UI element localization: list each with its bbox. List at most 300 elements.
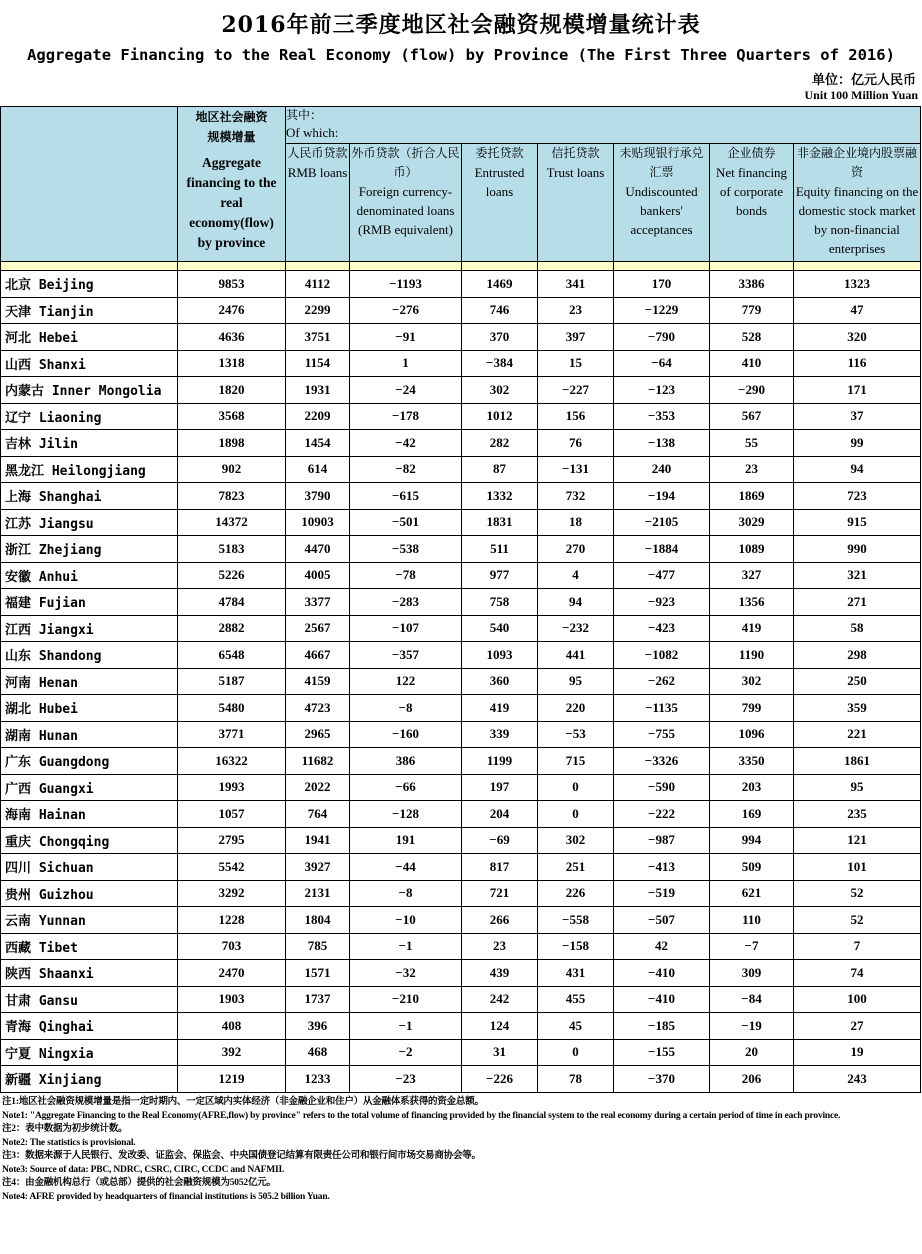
value-cell: 715	[538, 748, 614, 775]
province-cell: 天津 Tianjin	[1, 297, 178, 324]
value-cell: −8	[350, 880, 462, 907]
value-cell: 567	[710, 403, 794, 430]
value-cell: −158	[538, 933, 614, 960]
table-row	[1, 509, 921, 536]
value-cell: 1012	[462, 403, 538, 430]
value-cell: −357	[350, 642, 462, 669]
value-cell: 169	[710, 801, 794, 828]
header-column-cn: 委托贷款	[475, 146, 524, 160]
province-cell: 辽宁 Liaoning	[1, 403, 178, 430]
value-cell: 251	[538, 854, 614, 881]
header-column-4	[614, 144, 710, 262]
value-cell: 2795	[178, 827, 286, 854]
value-cell: 197	[462, 774, 538, 801]
value-cell: 540	[462, 615, 538, 642]
value-cell: 3771	[178, 721, 286, 748]
value-cell: 0	[538, 774, 614, 801]
value-cell: 206	[710, 1066, 794, 1093]
unit-label-en: Unit 100 Million Yuan	[804, 88, 918, 102]
value-cell: 23	[462, 933, 538, 960]
value-cell: 116	[794, 350, 921, 377]
value-cell: 156	[538, 403, 614, 430]
value-cell: 320	[794, 324, 921, 351]
value-cell: −1229	[614, 297, 710, 324]
value-cell: 15	[538, 350, 614, 377]
value-cell: 99	[794, 430, 921, 457]
value-cell: 1323	[794, 271, 921, 298]
value-cell: 1219	[178, 1066, 286, 1093]
value-cell: 2131	[286, 880, 350, 907]
value-cell: 1332	[462, 483, 538, 510]
value-cell: 990	[794, 536, 921, 563]
province-cell: 福建 Fujian	[1, 589, 178, 616]
province-cell: 海南 Hainan	[1, 801, 178, 828]
value-cell: −1	[350, 1013, 462, 1040]
value-cell: 1199	[462, 748, 538, 775]
header-separator-band	[1, 262, 921, 271]
value-cell: 4	[538, 562, 614, 589]
value-cell: 408	[178, 1013, 286, 1040]
table-row	[1, 933, 921, 960]
value-cell: −227	[538, 377, 614, 404]
province-cell: 吉林 Jilin	[1, 430, 178, 457]
value-cell: 243	[794, 1066, 921, 1093]
value-cell: 1898	[178, 430, 286, 457]
value-cell: 282	[462, 430, 538, 457]
value-cell: 1233	[286, 1066, 350, 1093]
value-cell: −384	[462, 350, 538, 377]
value-cell: −84	[710, 986, 794, 1013]
value-cell: 221	[794, 721, 921, 748]
value-cell: −262	[614, 668, 710, 695]
value-cell: −283	[350, 589, 462, 616]
value-cell: −194	[614, 483, 710, 510]
value-cell: 1941	[286, 827, 350, 854]
value-cell: 4723	[286, 695, 350, 722]
value-cell: 220	[538, 695, 614, 722]
value-cell: 226	[538, 880, 614, 907]
footnote-line: 注2：表中数据为初步统计数。	[2, 1124, 128, 1134]
value-cell: 3927	[286, 854, 350, 881]
table-row	[1, 324, 921, 351]
table-row	[1, 721, 921, 748]
table-row	[1, 642, 921, 669]
value-cell: −66	[350, 774, 462, 801]
value-cell: 52	[794, 907, 921, 934]
value-cell: 6548	[178, 642, 286, 669]
value-cell: 19	[794, 1039, 921, 1066]
header-column-en: Foreign currency-denominated loans (RMB equivalent)	[356, 184, 455, 237]
value-cell: 1190	[710, 642, 794, 669]
value-cell: 2209	[286, 403, 350, 430]
table-row	[1, 456, 921, 483]
financing-table	[0, 106, 921, 1093]
header-column-en: Entrusted loans	[474, 165, 525, 199]
header-column-cn: 非金融企业境内股票融资	[797, 146, 918, 179]
value-cell: −78	[350, 562, 462, 589]
header-column-5	[710, 144, 794, 262]
value-cell: 37	[794, 403, 921, 430]
value-cell: 703	[178, 933, 286, 960]
value-cell: 4636	[178, 324, 286, 351]
value-cell: −276	[350, 297, 462, 324]
table-row	[1, 801, 921, 828]
page-title: 2016年前三季度地区社会融资规模增量统计表	[221, 12, 701, 38]
value-cell: −923	[614, 589, 710, 616]
value-cell: 359	[794, 695, 921, 722]
value-cell: −507	[614, 907, 710, 934]
value-cell: 327	[710, 562, 794, 589]
value-cell: 94	[538, 589, 614, 616]
value-cell: 977	[462, 562, 538, 589]
value-cell: −290	[710, 377, 794, 404]
value-cell: −155	[614, 1039, 710, 1066]
value-cell: 9853	[178, 271, 286, 298]
page-subtitle: Aggregate Financing to the Real Economy (flow) by Province (The First Three Quarters of 2016)	[27, 46, 895, 64]
header-column-en: Equity financing on the domestic stock market by non-financial enterprises	[795, 184, 919, 256]
value-cell: 410	[710, 350, 794, 377]
value-cell: 5183	[178, 536, 286, 563]
header-column-3	[538, 144, 614, 262]
header-of-which-en: Of which:	[286, 125, 339, 140]
table-row	[1, 483, 921, 510]
value-cell: −1135	[614, 695, 710, 722]
value-cell: 4112	[286, 271, 350, 298]
value-cell: −755	[614, 721, 710, 748]
value-cell: −32	[350, 960, 462, 987]
value-cell: 3350	[710, 748, 794, 775]
value-cell: −19	[710, 1013, 794, 1040]
value-cell: −69	[462, 827, 538, 854]
value-cell: 419	[710, 615, 794, 642]
value-cell: −615	[350, 483, 462, 510]
value-cell: 1469	[462, 271, 538, 298]
footnote-line: Note3: Source of data: PBC, NDRC, CSRC, CIRC, CCDC and NAFMII.	[2, 1164, 285, 1175]
value-cell: −23	[350, 1066, 462, 1093]
value-cell: 101	[794, 854, 921, 881]
province-cell: 宁夏 Ningxia	[1, 1039, 178, 1066]
value-cell: 31	[462, 1039, 538, 1066]
value-cell: 204	[462, 801, 538, 828]
table-row	[1, 748, 921, 775]
value-cell: 5226	[178, 562, 286, 589]
value-cell: 2965	[286, 721, 350, 748]
value-cell: 732	[538, 483, 614, 510]
value-cell: −558	[538, 907, 614, 934]
table-row	[1, 960, 921, 987]
header-column-2	[462, 144, 538, 262]
province-cell: 陕西 Shaanxi	[1, 960, 178, 987]
value-cell: 47	[794, 297, 921, 324]
value-cell: 203	[710, 774, 794, 801]
value-cell: 509	[710, 854, 794, 881]
value-cell: 4159	[286, 668, 350, 695]
value-cell: 74	[794, 960, 921, 987]
province-cell: 山东 Shandong	[1, 642, 178, 669]
table-row	[1, 430, 921, 457]
footnote-line: Note4: AFRE provided by headquarters of financial institutions is 505.2 billion Yuan.	[2, 1191, 330, 1202]
value-cell: 2882	[178, 615, 286, 642]
table-row	[1, 403, 921, 430]
value-cell: 785	[286, 933, 350, 960]
value-cell: 7823	[178, 483, 286, 510]
value-cell: 4470	[286, 536, 350, 563]
value-cell: −222	[614, 801, 710, 828]
province-cell: 贵州 Guizhou	[1, 880, 178, 907]
value-cell: −178	[350, 403, 462, 430]
value-cell: 55	[710, 430, 794, 457]
value-cell: 746	[462, 297, 538, 324]
value-cell: 915	[794, 509, 921, 536]
header-column-en: Trust loans	[546, 165, 605, 180]
header-aggregate-en: Aggregate financing to the real economy(flow) by province	[186, 155, 277, 250]
value-cell: 3029	[710, 509, 794, 536]
value-cell: 1820	[178, 377, 286, 404]
value-cell: 1993	[178, 774, 286, 801]
value-cell: 902	[178, 456, 286, 483]
value-cell: 723	[794, 483, 921, 510]
value-cell: −131	[538, 456, 614, 483]
province-cell: 新疆 Xinjiang	[1, 1066, 178, 1093]
province-cell: 重庆 Chongqing	[1, 827, 178, 854]
value-cell: 250	[794, 668, 921, 695]
province-cell: 广西 Guangxi	[1, 774, 178, 801]
value-cell: 1154	[286, 350, 350, 377]
header-of-which	[286, 107, 921, 144]
value-cell: −226	[462, 1066, 538, 1093]
footnote-line: Note2: The statistics is provisional.	[2, 1137, 136, 1148]
value-cell: −42	[350, 430, 462, 457]
table-row	[1, 880, 921, 907]
value-cell: −590	[614, 774, 710, 801]
value-cell: −410	[614, 986, 710, 1013]
header-column-en: RMB loans	[287, 165, 348, 180]
value-cell: 95	[794, 774, 921, 801]
header-of-which-cn: 其中：	[286, 108, 323, 122]
value-cell: 5187	[178, 668, 286, 695]
value-cell: 397	[538, 324, 614, 351]
value-cell: 240	[614, 456, 710, 483]
value-cell: 94	[794, 456, 921, 483]
header-column-1	[350, 144, 462, 262]
value-cell: 3568	[178, 403, 286, 430]
province-cell: 河北 Hebei	[1, 324, 178, 351]
value-cell: 23	[538, 297, 614, 324]
value-cell: −353	[614, 403, 710, 430]
table-row	[1, 562, 921, 589]
value-cell: 124	[462, 1013, 538, 1040]
value-cell: −8	[350, 695, 462, 722]
value-cell: 10903	[286, 509, 350, 536]
value-cell: 309	[710, 960, 794, 987]
value-cell: 764	[286, 801, 350, 828]
value-cell: 431	[538, 960, 614, 987]
header-column-en: Net financing of corporate bonds	[715, 165, 788, 218]
value-cell: −501	[350, 509, 462, 536]
value-cell: 7	[794, 933, 921, 960]
value-cell: 23	[710, 456, 794, 483]
value-cell: 170	[614, 271, 710, 298]
table-row	[1, 1066, 921, 1093]
value-cell: 2470	[178, 960, 286, 987]
value-cell: 3790	[286, 483, 350, 510]
value-cell: 302	[710, 668, 794, 695]
table-row	[1, 350, 921, 377]
value-cell: 58	[794, 615, 921, 642]
value-cell: −82	[350, 456, 462, 483]
province-cell: 安徽 Anhui	[1, 562, 178, 589]
value-cell: −1193	[350, 271, 462, 298]
value-cell: 1861	[794, 748, 921, 775]
header-column-6	[794, 144, 921, 262]
value-cell: 392	[178, 1039, 286, 1066]
value-cell: 321	[794, 562, 921, 589]
value-cell: 52	[794, 880, 921, 907]
table-row	[1, 615, 921, 642]
value-cell: −128	[350, 801, 462, 828]
table-row	[1, 589, 921, 616]
value-cell: 2476	[178, 297, 286, 324]
value-cell: 468	[286, 1039, 350, 1066]
province-cell: 江西 Jiangxi	[1, 615, 178, 642]
value-cell: 439	[462, 960, 538, 987]
value-cell: 2299	[286, 297, 350, 324]
value-cell: 441	[538, 642, 614, 669]
value-cell: 5542	[178, 854, 286, 881]
province-cell: 江苏 Jiangsu	[1, 509, 178, 536]
province-cell: 四川 Sichuan	[1, 854, 178, 881]
value-cell: 817	[462, 854, 538, 881]
value-cell: 511	[462, 536, 538, 563]
value-cell: 0	[538, 801, 614, 828]
value-cell: 191	[350, 827, 462, 854]
province-cell: 黑龙江 Heilongjiang	[1, 456, 178, 483]
table-row	[1, 986, 921, 1013]
table-row	[1, 854, 921, 881]
unit-label-cn: 单位：亿元人民币	[811, 73, 916, 88]
header-column-0	[286, 144, 350, 262]
value-cell: 1228	[178, 907, 286, 934]
value-cell: 270	[538, 536, 614, 563]
value-cell: −370	[614, 1066, 710, 1093]
value-cell: 100	[794, 986, 921, 1013]
value-cell: −7	[710, 933, 794, 960]
province-cell: 西藏 Tibet	[1, 933, 178, 960]
value-cell: 1	[350, 350, 462, 377]
value-cell: −2	[350, 1039, 462, 1066]
value-cell: 2567	[286, 615, 350, 642]
province-cell: 上海 Shanghai	[1, 483, 178, 510]
value-cell: 302	[538, 827, 614, 854]
value-cell: 1571	[286, 960, 350, 987]
value-cell: −53	[538, 721, 614, 748]
value-cell: 266	[462, 907, 538, 934]
value-cell: 614	[286, 456, 350, 483]
value-cell: 20	[710, 1039, 794, 1066]
value-cell: 758	[462, 589, 538, 616]
table-row	[1, 827, 921, 854]
value-cell: 3292	[178, 880, 286, 907]
value-cell: 78	[538, 1066, 614, 1093]
value-cell: 339	[462, 721, 538, 748]
value-cell: 386	[350, 748, 462, 775]
value-cell: 271	[794, 589, 921, 616]
value-cell: −232	[538, 615, 614, 642]
value-cell: 11682	[286, 748, 350, 775]
value-cell: −1884	[614, 536, 710, 563]
value-cell: 1831	[462, 509, 538, 536]
value-cell: −91	[350, 324, 462, 351]
footnote-line: 注1:地区社会融资规模增量是指一定时期内、一定区域内实体经济（非金融企业和住户）从金融体系获得的资金总额。	[2, 1097, 484, 1107]
value-cell: 235	[794, 801, 921, 828]
value-cell: 16322	[178, 748, 286, 775]
table-row	[1, 695, 921, 722]
value-cell: 1093	[462, 642, 538, 669]
value-cell: −423	[614, 615, 710, 642]
header-column-cn: 企业债券	[727, 146, 776, 160]
value-cell: 4005	[286, 562, 350, 589]
value-cell: 3751	[286, 324, 350, 351]
value-cell: −413	[614, 854, 710, 881]
province-cell: 广东 Guangdong	[1, 748, 178, 775]
value-cell: 4784	[178, 589, 286, 616]
value-cell: 1057	[178, 801, 286, 828]
table-row	[1, 774, 921, 801]
value-cell: 455	[538, 986, 614, 1013]
value-cell: 76	[538, 430, 614, 457]
value-cell: −2105	[614, 509, 710, 536]
value-cell: −538	[350, 536, 462, 563]
value-cell: −410	[614, 960, 710, 987]
value-cell: 87	[462, 456, 538, 483]
value-cell: 171	[794, 377, 921, 404]
value-cell: −1082	[614, 642, 710, 669]
value-cell: 14372	[178, 509, 286, 536]
value-cell: 42	[614, 933, 710, 960]
value-cell: −477	[614, 562, 710, 589]
footnotes	[2, 1096, 918, 1204]
table-row	[1, 271, 921, 298]
header-aggregate	[178, 107, 286, 262]
table-row	[1, 1013, 921, 1040]
value-cell: −160	[350, 721, 462, 748]
value-cell: −10	[350, 907, 462, 934]
value-cell: 721	[462, 880, 538, 907]
table-row	[1, 377, 921, 404]
value-cell: 341	[538, 271, 614, 298]
value-cell: 5480	[178, 695, 286, 722]
province-cell: 青海 Qinghai	[1, 1013, 178, 1040]
value-cell: 1804	[286, 907, 350, 934]
table-row	[1, 668, 921, 695]
table-row	[1, 297, 921, 324]
province-cell: 湖南 Hunan	[1, 721, 178, 748]
table-row	[1, 907, 921, 934]
value-cell: −1	[350, 933, 462, 960]
value-cell: 45	[538, 1013, 614, 1040]
header-aggregate-cn: 地区社会融资规模增量	[195, 110, 268, 144]
value-cell: 242	[462, 986, 538, 1013]
value-cell: −123	[614, 377, 710, 404]
value-cell: −107	[350, 615, 462, 642]
value-cell: 3377	[286, 589, 350, 616]
value-cell: 298	[794, 642, 921, 669]
value-cell: 360	[462, 668, 538, 695]
value-cell: 95	[538, 668, 614, 695]
header-blank-cell	[1, 107, 178, 262]
value-cell: 1096	[710, 721, 794, 748]
value-cell: 1356	[710, 589, 794, 616]
